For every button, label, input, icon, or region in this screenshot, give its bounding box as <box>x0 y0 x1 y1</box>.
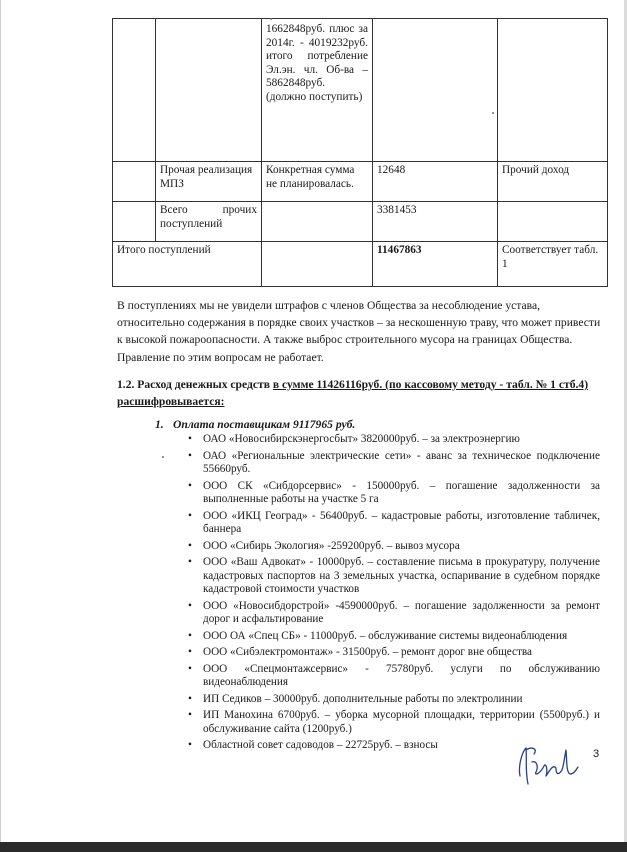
list-item-text: Областной совет садоводов – 22725руб. – взносы <box>203 739 438 752</box>
scan-speck <box>492 112 494 114</box>
list-item-text: ООО ОА «Спец СБ» - 11000руб. – обслуживание системы видеонаблюдения <box>203 629 568 642</box>
bullet-icon: • <box>188 599 192 612</box>
bullet-icon: • <box>188 539 192 552</box>
list-item <box>188 450 600 477</box>
signature-icon <box>512 740 582 790</box>
list-item-text: ООО «Новосибдорстрой» -4590000руб. – погашение задолженности за ремонт дорог и асфальтирование <box>203 599 600 625</box>
bullet-icon: • <box>188 662 192 675</box>
item-label: Оплата поставщикам 9117965 руб. <box>173 418 356 431</box>
list-item <box>188 480 600 507</box>
table-row <box>113 19 608 162</box>
row-note-other-sales: Прочий доход <box>502 164 570 176</box>
table-cell <box>156 202 262 242</box>
bullet-icon: • <box>188 556 192 569</box>
list-item-text: ООО «Спецмонтажсервис» - 75780руб. услуги по обслуживанию видеонаблюдения <box>203 662 600 689</box>
row-label-other-sales: Прочая реализация МПЗ <box>160 164 253 190</box>
table-cell <box>498 202 608 242</box>
list-item-text: ООО «Сибэлектромонтаж» - 31500руб. – ремонт дорог вне общества <box>203 646 532 659</box>
row-label-total-income: Итого поступлений <box>117 244 211 256</box>
list-item-text: ООО «Сибирь Экология» -259200руб. – вывоз мусора <box>203 539 460 552</box>
fines-paragraph <box>117 297 607 366</box>
list-item-text: ООО «ИКЦ Геоград» - 56400руб. – кадастровые работы, изготовление табличек, баннера <box>203 509 600 535</box>
list-item-text: ИП Манохина 6700руб. – уборка мусорной площадки, территории (5500руб.) и обслуживание сайта (1200руб.) <box>203 709 600 735</box>
scan-speck <box>162 456 164 458</box>
row-amount-other-sales: 12648 <box>377 164 406 176</box>
table-cell <box>373 162 498 202</box>
list-item-text: ОАО «Новосибирскэнергосбыт» 3820000руб. – за электроэнергию <box>203 433 520 445</box>
table-cell <box>498 242 608 287</box>
section-heading-underlined: в сумме 11426116руб. (по кассовому методу - табл. № 1 стб.4) расшифровывается: <box>117 378 589 408</box>
fines-paragraph-text: В поступлениях мы не увидели штрафов с членов Общества за несоблюдение устава, относительно содержания в порядке своих участков – за нескошенную траву, что может привести к высокой пожароопасности. А также выброс строительного мусора на границах Общества. Правление по этим вопросам не работает. <box>117 299 601 364</box>
scan-speck <box>270 18 272 20</box>
bullet-icon: • <box>188 509 192 522</box>
electricity-note: 1662848руб. плюс за 2014г. - 4019232руб. итого потребление Эл.эн. чл. Об-ва – 5862848руб. (должно поступить) <box>266 23 368 103</box>
scan-bottom-edge <box>0 842 627 852</box>
bullet-icon: • <box>188 629 192 642</box>
bullet-icon: • <box>188 646 192 659</box>
table-cell <box>373 19 498 162</box>
list-item-text: ООО СК «Сибдорсервис» - 150000руб. – погашение задолженности за выполненные работы на участке 5 га <box>203 479 600 505</box>
table-row <box>113 242 608 287</box>
table-row <box>113 162 608 202</box>
list-item-text: ОАО «Региональные электрические сети» - аванс за техническое подключение 55660руб. <box>203 449 600 475</box>
table-cell <box>262 242 373 287</box>
bullet-icon: • <box>188 709 192 722</box>
list-item <box>188 540 600 553</box>
list-item <box>188 709 600 736</box>
row-amount-total-income: 11467863 <box>377 244 422 256</box>
row-amount-total-other: 3381453 <box>377 204 417 216</box>
table-cell <box>113 242 262 287</box>
list-item <box>188 433 600 446</box>
table-cell <box>498 162 608 202</box>
scan-left-edge <box>0 0 1 852</box>
bullet-icon: • <box>188 479 192 492</box>
table-cell <box>498 19 608 162</box>
list-item <box>188 556 600 596</box>
supplier-list <box>188 433 600 756</box>
table-cell <box>156 162 262 202</box>
section-heading <box>117 377 607 411</box>
income-table <box>112 18 608 287</box>
table-cell <box>373 202 498 242</box>
table-cell <box>262 202 373 242</box>
row-label-total-other: Всего прочих поступлений <box>160 204 257 230</box>
list-item <box>188 600 600 627</box>
bullet-icon: • <box>188 692 192 705</box>
section-heading-prefix: 1.2. Расход денежных средств <box>117 378 273 391</box>
page-number: 3 <box>593 748 600 760</box>
list-item-text: ИП Седиков – 30000руб. дополнительные работы по электролинии <box>203 692 523 705</box>
table-cell <box>373 242 498 287</box>
table-cell <box>113 162 156 202</box>
list-item <box>188 693 600 706</box>
list-item <box>188 630 600 643</box>
list-item <box>188 646 600 659</box>
numbered-item <box>155 418 355 431</box>
bullet-icon: • <box>188 739 192 752</box>
bullet-icon: • <box>188 449 192 462</box>
item-number: 1. <box>155 418 164 431</box>
list-item <box>188 663 600 690</box>
list-item <box>188 510 600 537</box>
row-comment-other-sales: Конкретная сумма не планировалась. <box>266 164 355 190</box>
list-item-text: ООО «Ваш Адвокат» - 10000руб. – составление письма в прокуратуру, получение кадастровых паспортов на 3 земельных участка, оспаривание в судебном порядке кадастровой стоимости участков <box>203 556 600 595</box>
table-row <box>113 202 608 242</box>
bullet-icon: • <box>188 433 192 445</box>
table-cell <box>113 19 156 162</box>
table-cell <box>262 162 373 202</box>
table-cell <box>156 19 262 162</box>
table-cell <box>262 19 373 162</box>
row-note-total-income: Соответствует табл. 1 <box>502 244 599 270</box>
table-cell <box>113 202 156 242</box>
